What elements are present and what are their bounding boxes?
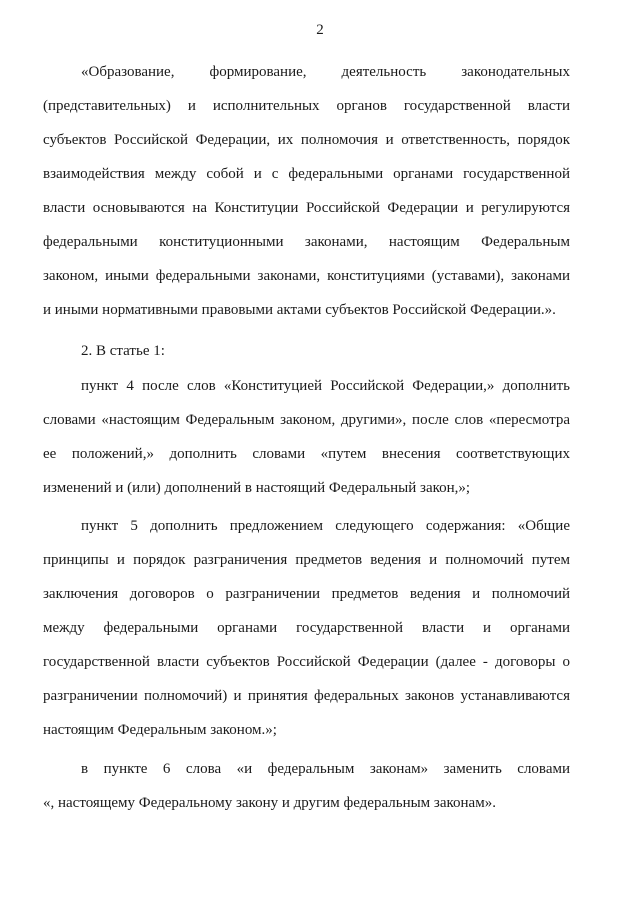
paragraph-item-2 — [43, 334, 570, 368]
paragraph-article-intro — [43, 55, 570, 327]
page-number: 2 — [316, 22, 324, 38]
text-line: и иными нормативными правовыми актами субъектов Российской Федерации.». — [43, 302, 556, 318]
text-line: субъектов Российской Федерации, их полномочия и ответственность, порядок — [43, 132, 570, 148]
text-line: государственной власти субъектов Российской Федерации (далее - договоры о — [43, 654, 570, 670]
text-line: федеральными конституционными законами, настоящим Федеральным — [43, 234, 570, 250]
text-line: словами «настоящим Федеральным законом, другими», после слов «пересмотра — [43, 412, 570, 428]
text-line: законом, иными федеральными законами, конституциями (уставами), законами — [43, 268, 570, 284]
text-line: ее положений,» дополнить словами «путем внесения соответствующих — [43, 446, 570, 462]
text-line: пункт 4 после слов «Конституцией Российской Федерации,» дополнить — [81, 378, 570, 394]
text-line: (представительных) и исполнительных органов государственной власти — [43, 98, 570, 114]
paragraph-point-4 — [43, 369, 570, 505]
text-line: изменений и (или) дополнений в настоящий Федеральный закон,»; — [43, 480, 471, 496]
text-line: «Образование, формирование, деятельность законодательных — [81, 64, 570, 80]
paragraph-point-6 — [43, 752, 570, 820]
text-line: взаимодействия между собой и с федеральными органами государственной — [43, 166, 570, 182]
text-line: настоящим Федеральным законом.»; — [43, 722, 277, 738]
text-line: между федеральными органами государственной власти и органами — [43, 620, 570, 636]
text-line: пункт 5 дополнить предложением следующего содержания: «Общие — [81, 518, 570, 534]
text-line: принципы и порядок разграничения предметов ведения и полномочий путем — [43, 552, 570, 568]
text-line: власти основываются на Конституции Российской Федерации и регулируются — [43, 200, 570, 216]
text-line: разграничении полномочий) и принятия федеральных законов устанавливаются — [43, 688, 570, 704]
paragraph-point-5 — [43, 509, 570, 747]
text-line: «, настоящему Федеральному закону и другим федеральным законам». — [43, 795, 496, 811]
text-line: в пункте 6 слова «и федеральным законам» заменить словами — [81, 761, 570, 777]
text-line: заключения договоров о разграничении предметов ведения и полномочий — [43, 586, 570, 602]
text-line: 2. В статье 1: — [81, 343, 165, 359]
